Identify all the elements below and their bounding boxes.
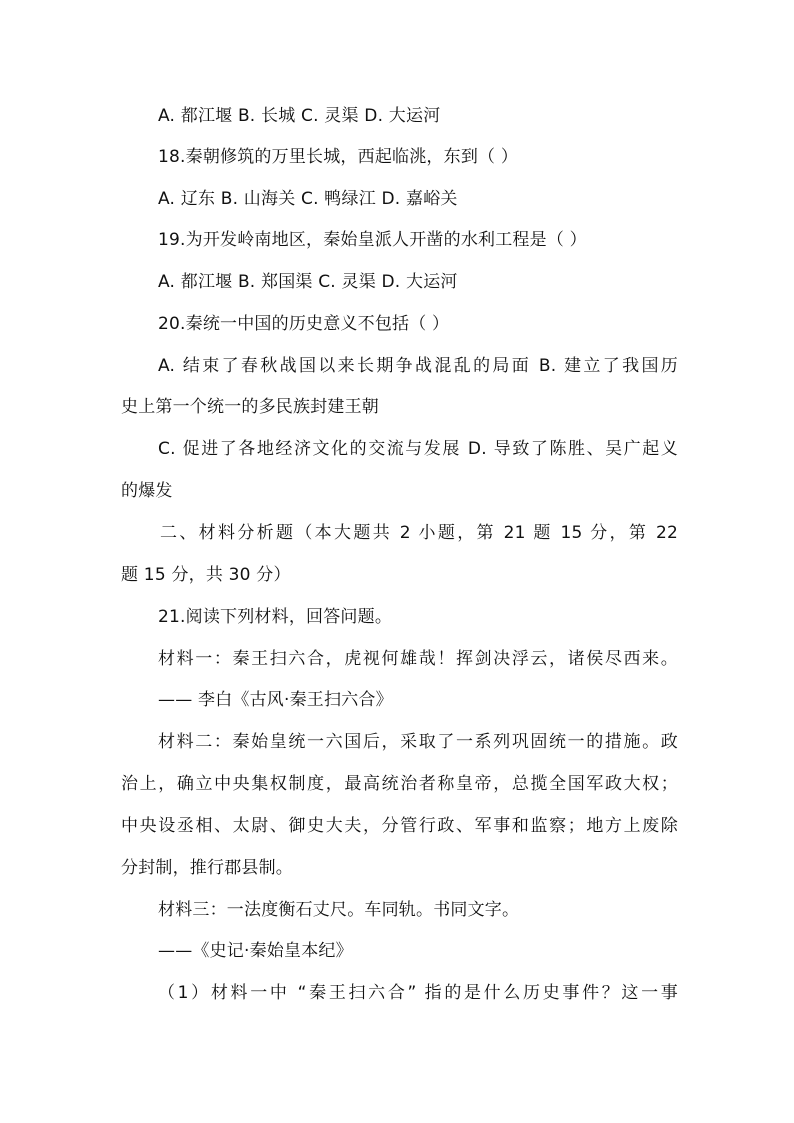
material-three-text: 材料三：一法度衡石丈尺。车同轨。书同文字。: [158, 900, 520, 920]
material-two-line-2: 治上，确立中央集权制度，最高统治者称皇帝，总揽全国军政大权；: [121, 774, 678, 794]
q20-option-line-4: 的爆发: [121, 481, 173, 501]
section-two-heading-line-1: 二、材料分析题（本大题共 2 小题，第 21 题 15 分，第 22: [160, 523, 678, 543]
section-two-heading-line-2: 题 15 分，共 30 分）: [121, 565, 291, 585]
q18-options: A. 辽东 B. 山海关 C. 鸭绿江 D. 嘉峪关: [158, 189, 458, 209]
q20-option-line-3: C. 促进了各地经济文化的交流与发展 D. 导致了陈胜、吴广起义: [158, 439, 678, 459]
material-two-line-1: 材料二：秦始皇统一六国后，采取了一系列巩固统一的措施。政: [158, 732, 678, 752]
q20-option-line-2: 史上第一个统一的多民族封建王朝: [121, 397, 379, 417]
material-two-line-4: 分封制，推行郡县制。: [121, 858, 293, 878]
q20-question: 20.秦统一中国的历史意义不包括（ ）: [158, 314, 450, 334]
question-one-line: （1）材料一中 “秦王扫六合” 指的是什么历史事件？这一事: [158, 983, 678, 1003]
q19-question: 19.为开发岭南地区，秦始皇派人开凿的水利工程是（ ）: [158, 230, 587, 250]
material-one-text: 材料一：秦王扫六合，虎视何雄哉！挥剑决浮云，诸侯尽西来。: [158, 649, 678, 669]
material-three-source: ——《史记·秦始皇本纪》: [158, 941, 353, 961]
q19-options: A. 都江堰 B. 郑国渠 C. 灵渠 D. 大运河: [158, 272, 458, 292]
material-two-line-3: 中央设丞相、太尉、御史大夫，分管行政、军事和监察；地方上废除: [121, 816, 678, 836]
material-one-source: —— 李白《古风·秦王扫六合》: [158, 690, 393, 710]
q20-option-line-1: A. 结束了春秋战国以来长期争战混乱的局面 B. 建立了我国历: [158, 356, 678, 376]
q17-options: A. 都江堰 B. 长城 C. 灵渠 D. 大运河: [158, 106, 441, 126]
q21-prompt: 21.阅读下列材料，回答问题。: [158, 607, 393, 627]
q18-question: 18.秦朝修筑的万里长城，西起临洮，东到（ ）: [158, 147, 519, 167]
